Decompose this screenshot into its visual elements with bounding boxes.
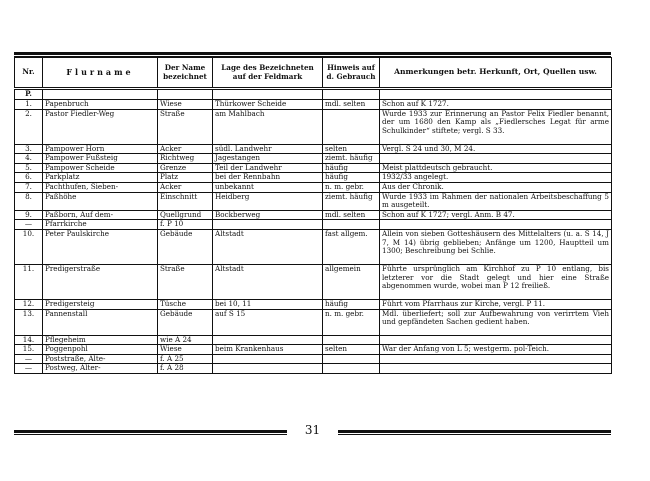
- cell-flurname: Postweg, Alter-: [43, 364, 158, 374]
- cell-lage: am Mahlbach: [213, 109, 323, 144]
- cell-flurname: Pampower Scheide: [43, 163, 158, 173]
- section-letter: P.: [15, 89, 43, 100]
- cell-anmerkungen: Schon auf K 1727.: [380, 100, 612, 110]
- cell-bezeichnet: Platz: [158, 173, 213, 183]
- cell-bezeichnet: Acker: [158, 144, 213, 154]
- cell-flurname: Pachthufen, Sieben-: [43, 182, 158, 192]
- cell-lage: südl. Landwehr: [213, 144, 323, 154]
- cell-flurname: Pampower Horn: [43, 144, 158, 154]
- cell-nr: 6.: [15, 173, 43, 183]
- table-row: [15, 192, 612, 210]
- cell-anmerkungen: Meist plattdeutsch gebraucht.: [380, 163, 612, 173]
- table-row: [15, 354, 612, 364]
- cell-nr: 3.: [15, 144, 43, 154]
- header-der-name-bezeichnet: Der Name bezeichnet: [158, 58, 213, 89]
- cell-anmerkungen: [380, 220, 612, 230]
- cell-hinweis: ziemt. häufig: [323, 192, 380, 210]
- table-row: [15, 182, 612, 192]
- cell-flurname: Pflegeheim: [43, 335, 158, 345]
- cell-hinweis: n. m. gebr.: [323, 309, 380, 335]
- cell-nr: 8.: [15, 192, 43, 210]
- cell-nr: 11.: [15, 264, 43, 299]
- cell-bezeichnet: Gebäude: [158, 309, 213, 335]
- cell-nr: 14.: [15, 335, 43, 345]
- bottom-rule-right: [338, 430, 611, 433]
- bottom-rule-right-thin: [338, 434, 611, 435]
- cell-bezeichnet: Richtweg: [158, 154, 213, 164]
- table-row: [15, 299, 612, 309]
- table-row: [15, 364, 612, 374]
- table-row: [15, 173, 612, 183]
- cell-nr: 7.: [15, 182, 43, 192]
- cell-hinweis: häufig: [323, 163, 380, 173]
- cell-flurname: Poststraße, Alte-: [43, 354, 158, 364]
- cell-hinweis: selten: [323, 144, 380, 154]
- table-row: [15, 229, 612, 264]
- cell-lage: Heidberg: [213, 192, 323, 210]
- table-row: [15, 335, 612, 345]
- cell-bezeichnet: Straße: [158, 109, 213, 144]
- table-row: [15, 345, 612, 355]
- table-header-row: [15, 58, 612, 89]
- cell-lage: Thürkower Scheide: [213, 100, 323, 110]
- bottom-rule-left: [14, 430, 287, 433]
- cell-hinweis: mdl. selten: [323, 210, 380, 220]
- cell-lage: auf S 15: [213, 309, 323, 335]
- cell-lage: [213, 364, 323, 374]
- cell-hinweis: [323, 220, 380, 230]
- cell-bezeichnet: f. A 28: [158, 364, 213, 374]
- cell-flurname: Papenbruch: [43, 100, 158, 110]
- cell-anmerkungen: War der Anfang von L 5; westgerm. pol-Teich.: [380, 345, 612, 355]
- cell-anmerkungen: Schon auf K 1727; vergl. Anm. B 47.: [380, 210, 612, 220]
- cell-nr: 15.: [15, 345, 43, 355]
- cell-hinweis: [323, 109, 380, 144]
- cell-flurname: Paßborn, Auf dem-: [43, 210, 158, 220]
- table-row: [15, 264, 612, 299]
- cell-bezeichnet: Quellgrund: [158, 210, 213, 220]
- cell-hinweis: häufig: [323, 173, 380, 183]
- cell-nr: 12.: [15, 299, 43, 309]
- cell-hinweis: n. m. gebr.: [323, 182, 380, 192]
- cell-lage: bei 10, 11: [213, 299, 323, 309]
- cell-anmerkungen: Führte ursprünglich am Kirchhof zu P 10 entlang, bis letzterer vor die Stadt gelegt und hier eine Straße abgenommen wurde, wobei man P 12 freiließ.: [380, 264, 612, 299]
- cell-anmerkungen: [380, 354, 612, 364]
- cell-bezeichnet: Tüsche: [158, 299, 213, 309]
- bottom-rule-left-thin: [14, 434, 287, 435]
- table-row: [15, 109, 612, 144]
- cell-anmerkungen: Führt vom Pfarrhaus zur Kirche, vergl. P 11.: [380, 299, 612, 309]
- table-row: [15, 100, 612, 110]
- cell-hinweis: ziemt. häufig: [323, 154, 380, 164]
- cell-lage: Teil der Landwehr: [213, 163, 323, 173]
- cell-hinweis: [323, 364, 380, 374]
- cell-nr: 4.: [15, 154, 43, 164]
- cell-hinweis: allgemein: [323, 264, 380, 299]
- cell-flurname: Pfarrkirche: [43, 220, 158, 230]
- cell-bezeichnet: Gebäude: [158, 229, 213, 264]
- cell-anmerkungen: Aus der Chronik.: [380, 182, 612, 192]
- cell-anmerkungen: Vergl. S 24 und 30, M 24.: [380, 144, 612, 154]
- cell-lage: [213, 220, 323, 230]
- cell-flurname: Parkplatz: [43, 173, 158, 183]
- cell-lage: Altstadt: [213, 229, 323, 264]
- cell-bezeichnet: Wiese: [158, 100, 213, 110]
- table-row: [15, 220, 612, 230]
- cell-anmerkungen: Allein von sieben Gotteshäusern des Mittelalters (u. a. S 14, J 7, M 14) übrig geblieben; Anfänge um 1200, Hauptteil um 1300; Beschreibung bei Schlie.: [380, 229, 612, 264]
- cell-anmerkungen: [380, 154, 612, 164]
- cell-lage: unbekannt: [213, 182, 323, 192]
- cell-flurname: Pastor Fiedler-Weg: [43, 109, 158, 144]
- cell-hinweis: häufig: [323, 299, 380, 309]
- cell-bezeichnet: wie A 24: [158, 335, 213, 345]
- table-row: [15, 163, 612, 173]
- cell-flurname: Peter Paulskirche: [43, 229, 158, 264]
- cell-anmerkungen: Wurde 1933 im Rahmen der nationalen Arbeitsbeschaffung 5 m ausgeteilt.: [380, 192, 612, 210]
- cell-hinweis: [323, 335, 380, 345]
- cell-anmerkungen: [380, 364, 612, 374]
- cell-flurname: Pampower Fußsteig: [43, 154, 158, 164]
- cell-bezeichnet: Straße: [158, 264, 213, 299]
- cell-nr: —: [15, 354, 43, 364]
- cell-flurname: Paßhöhe: [43, 192, 158, 210]
- cell-bezeichnet: f. A 25: [158, 354, 213, 364]
- cell-nr: —: [15, 364, 43, 374]
- cell-nr: 10.: [15, 229, 43, 264]
- cell-lage: Bockberweg: [213, 210, 323, 220]
- cell-bezeichnet: Einschnitt: [158, 192, 213, 210]
- cell-anmerkungen: 1932/33 angelegt.: [380, 173, 612, 183]
- table-row: [15, 309, 612, 335]
- page-number: 31: [304, 423, 321, 437]
- cell-lage: Jagestangen: [213, 154, 323, 164]
- header-anmerkungen: Anmerkungen betr. Herkunft, Ort, Quellen usw.: [380, 58, 612, 89]
- cell-nr: 13.: [15, 309, 43, 335]
- cell-hinweis: selten: [323, 345, 380, 355]
- cell-anmerkungen: Wurde 1933 zur Erinnerung an Pastor Felix Fiedler benannt, der um 1680 den Kamp als „Fiedlersches Legat für arme Schulkinder“ stiftete; vergl. S 33.: [380, 109, 612, 144]
- cell-bezeichnet: f. P 10: [158, 220, 213, 230]
- table-row: [15, 154, 612, 164]
- cell-lage: [213, 354, 323, 364]
- cell-hinweis: [323, 354, 380, 364]
- cell-flurname: Poggenpohl: [43, 345, 158, 355]
- cell-flurname: Predigersteig: [43, 299, 158, 309]
- table-row: [15, 144, 612, 154]
- header-hinweis: Hinweis auf d. Gebrauch: [323, 58, 380, 89]
- cell-lage: bei der Rennbahn: [213, 173, 323, 183]
- header-flurname: Flurname: [43, 58, 158, 89]
- cell-bezeichnet: Grenze: [158, 163, 213, 173]
- cell-anmerkungen: [380, 335, 612, 345]
- header-lage: Lage des Bezeichneten auf der Feldmark: [213, 58, 323, 89]
- cell-lage: Altstadt: [213, 264, 323, 299]
- header-nr: Nr.: [15, 58, 43, 89]
- cell-nr: —: [15, 220, 43, 230]
- cell-nr: 2.: [15, 109, 43, 144]
- cell-nr: 9.: [15, 210, 43, 220]
- cell-lage: beim Krankenhaus: [213, 345, 323, 355]
- cell-nr: 1.: [15, 100, 43, 110]
- cell-bezeichnet: Wiese: [158, 345, 213, 355]
- top-rule: [14, 52, 611, 55]
- cell-hinweis: fast allgem.: [323, 229, 380, 264]
- table-row: [15, 210, 612, 220]
- cell-flurname: Pannenstall: [43, 309, 158, 335]
- cell-hinweis: mdl. selten: [323, 100, 380, 110]
- cell-flurname: Predigerstraße: [43, 264, 158, 299]
- cell-bezeichnet: Acker: [158, 182, 213, 192]
- cell-nr: 5.: [15, 163, 43, 173]
- section-row: [15, 89, 612, 100]
- cell-lage: [213, 335, 323, 345]
- cell-anmerkungen: Mdl. überliefert; soll zur Aufbewahrung von verirrtem Vieh und gepfändeten Sachen gedient haben.: [380, 309, 612, 335]
- flurnamen-table: [14, 57, 612, 374]
